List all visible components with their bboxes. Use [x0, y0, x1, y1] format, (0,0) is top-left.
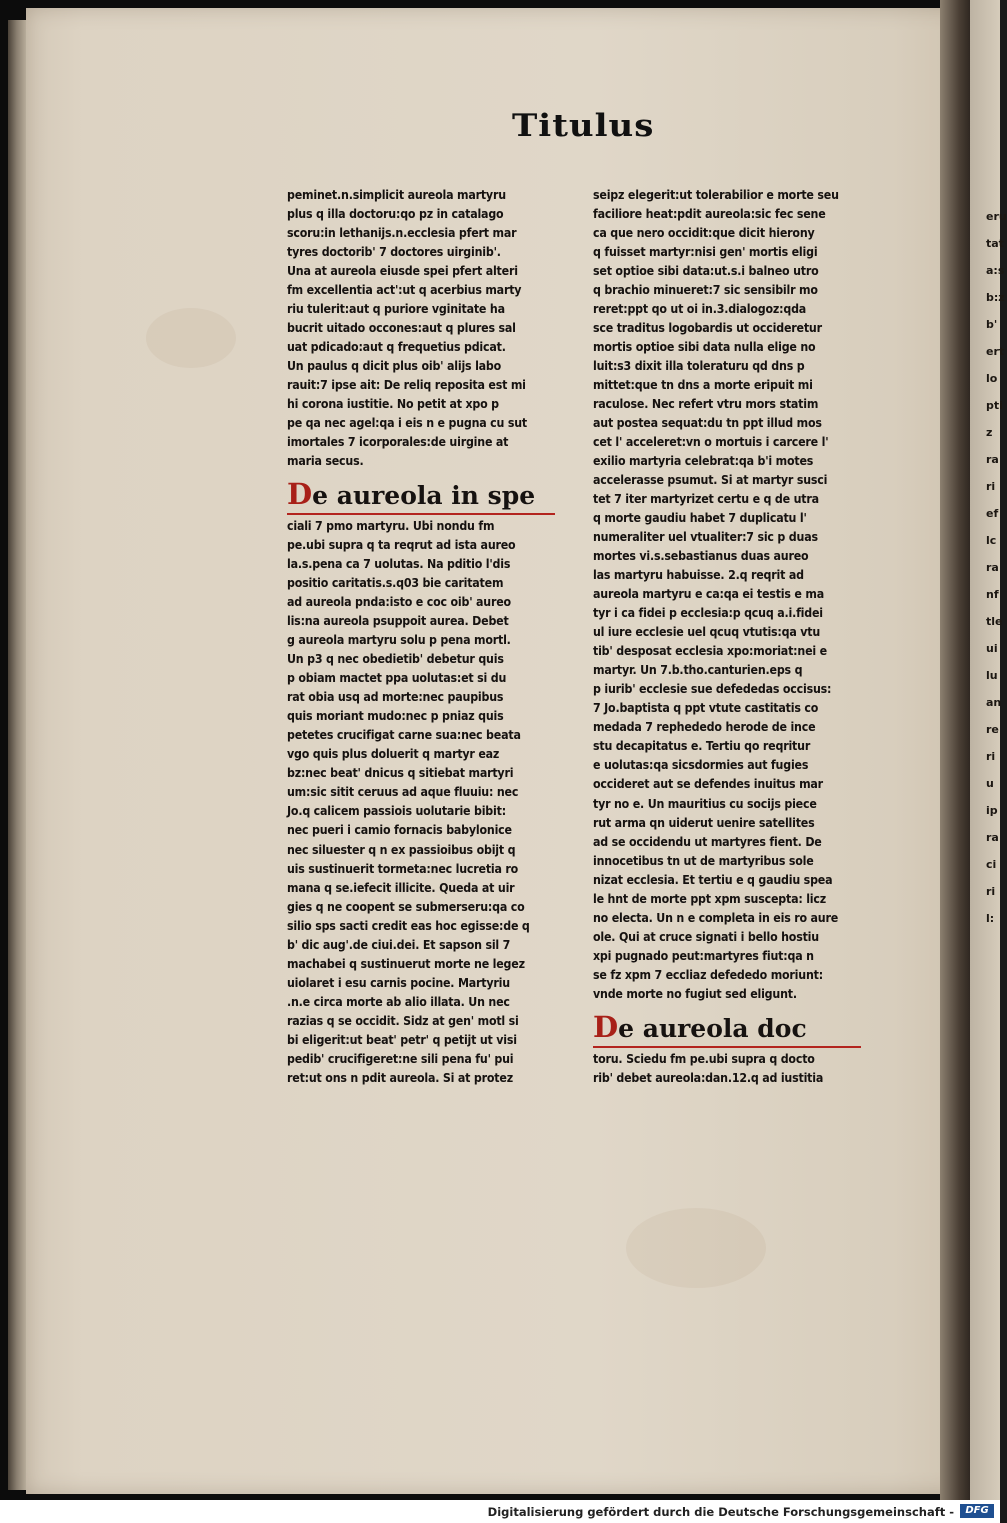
facing-page-text-fragment: lo [986, 372, 998, 385]
facing-page-text-fragment: ri [986, 480, 996, 493]
paper-stain [626, 1208, 766, 1288]
text-line: pedib' crucifigeret:ne sili pena fu' pui [287, 1051, 514, 1066]
text-line: accelerasse psumut. Si at martyr susci [593, 473, 828, 488]
text-line: exilio martyria celebrat:qa b'i motes [593, 454, 814, 469]
text-line: scoru:in lethanijs.n.ecclesia pfert mar [287, 226, 517, 241]
text-line: p obiam mactet ppa uolutas:et si du [287, 671, 507, 686]
facing-page-text-fragment: ri [986, 750, 996, 763]
text-line: rut arma qn uiderut uenire satellites [593, 815, 815, 830]
running-head: Titulus [512, 108, 655, 144]
facing-page-text-fragment: ci [986, 858, 997, 871]
text-line: .n.e circa morte ab alio illata. Un nec [287, 994, 510, 1009]
facing-page-text-fragment: b' [986, 318, 998, 331]
facing-page-text-fragment: eru [986, 210, 1007, 223]
text-line: mortis optioe sibi data nulla elige no [593, 340, 816, 355]
text-line: toru. Sciedu fm pe.ubi supra q docto [593, 1051, 815, 1066]
text-line: bucrit uitado occones:aut q plures sal [287, 321, 516, 336]
text-line: sce traditus logobardis ut occideretur [593, 321, 822, 336]
text-line: pe.ubi supra q ta reqrut ad ista aureo [287, 538, 516, 553]
text-line: seipz elegerit:ut tolerabilior e morte seu [593, 188, 839, 202]
paper-stain [146, 308, 236, 368]
text-line: mortes vi.s.sebastianus duas aureo [593, 549, 809, 564]
text-line: vnde morte no fugiut sed eligunt. [593, 986, 797, 1001]
rubricated-initial: D [287, 477, 313, 512]
text-line: riu tulerit:aut q puriore vginitate ha [287, 302, 505, 317]
text-line: e uolutas:qa sicsdormies aut fugies [593, 758, 809, 773]
text-line: p iurib' ecclesie sue defededas occisus: [593, 682, 832, 697]
facing-page-text-fragment: z [986, 426, 993, 439]
text-line: uat pdicado:aut q frequetius pdicat. [287, 340, 506, 355]
text-line: martyr. Un 7.b.tho.canturien.eps q [593, 663, 803, 678]
text-line: uiolaret i esu carnis pocine. Martyriu [287, 975, 510, 990]
text-line: ciali 7 pmo martyru. Ubi nondu fm [287, 519, 495, 534]
text-line: plus q illa doctoru:qo pz in catalago [287, 207, 504, 222]
facing-page-text-fragment: l: [986, 912, 995, 925]
facing-page-text-fragment: ri [986, 885, 996, 898]
text-line: raculose. Nec refert vtru mors statim [593, 397, 819, 412]
text-line: mana q se.iefecit illicite. Queda at uir [287, 880, 515, 895]
left-column-text-block [287, 186, 555, 471]
section-heading-right [593, 1008, 861, 1048]
text-line: lis:na aureola psuppoit aurea. Debet [287, 614, 509, 629]
text-line: g aureola martyru solu p pena mortl. [287, 633, 511, 648]
text-line: uis sustinuerit tormeta:nec lucretia ro [287, 861, 519, 876]
text-line: reret:ppt qo ut oi in.3.dialogoz:qda [593, 302, 807, 317]
facing-page-edge [970, 0, 1007, 1500]
text-line: machabei q sustinuerut morte ne legez [287, 956, 525, 971]
text-line: Un p3 q nec obedietib' debetur quis [287, 652, 504, 667]
text-line: positio caritatis.s.q03 bie caritatem [287, 576, 504, 591]
text-line: stu decapitatus e. Tertiu qo reqritur [593, 739, 811, 754]
text-line: cet l' acceleret:vn o mortuis i carcere l' [593, 435, 829, 450]
text-line: occideret aut se defendes inuitus mar [593, 777, 823, 792]
facing-page-text-fragment: ef [986, 507, 999, 520]
text-line: aut postea sequat:du tn ppt illud mos [593, 416, 822, 431]
facing-page-text-fragment: pti [986, 399, 1003, 412]
right-column-text-block [593, 1050, 861, 1088]
left-text-column [287, 186, 555, 1088]
text-line: Un paulus q dicit plus oib' alijs labo [287, 359, 502, 374]
text-line: bz:nec beat' dnicus q sitiebat martyri [287, 766, 514, 781]
digitization-footer [0, 1500, 1000, 1523]
text-line: le hnt de morte ppt xpm suscepta: licz [593, 891, 826, 906]
text-line: q fuisset martyr:nisi gen' mortis eligi [593, 245, 818, 260]
text-line: ole. Qui at cruce signati i bello hostiu [593, 929, 819, 944]
text-line: rat obia usq ad morte:nec paupibus [287, 690, 504, 705]
facing-page-text-fragment: lc [986, 534, 997, 547]
text-line: xpi pugnado peut:martyres fiut:qa n [593, 948, 814, 963]
heading-text: e aureola in spe [312, 481, 536, 511]
text-line: tyr i ca fidei p ecclesia:p qcuq a.i.fidei [593, 606, 823, 621]
text-line: tyres doctorib' 7 doctores uirginib'. [287, 245, 501, 260]
text-line: bi eligerit:ut beat' petr' q petijt ut visi [287, 1032, 517, 1047]
section-heading-left [287, 475, 555, 515]
text-line: pe qa nec agel:qa i eis n e pugna cu sut [287, 416, 528, 431]
right-text-column [593, 186, 861, 1088]
text-line: tyr no e. Un mauritius cu socijs piece [593, 796, 817, 811]
text-line: faciliore heat:pdit aureola:sic fec sene [593, 207, 826, 222]
left-column-text-block [287, 517, 555, 1087]
facing-page-text-fragment: ra [986, 561, 999, 574]
text-line: 7 Jo.baptista q ppt vtute castitatis co [593, 701, 819, 716]
text-line: ret:ut ons n pdit aureola. Si at protez [287, 1070, 513, 1085]
text-line: se fz xpm 7 eccliaz defededo moriunt: [593, 967, 823, 982]
text-line: gies q ne coopent se submerseru:qa co [287, 899, 525, 914]
text-line: nec pueri i camio fornacis babylonice [287, 823, 512, 838]
right-column-text-block [593, 186, 861, 1004]
facing-page-text-fragment: lu [986, 669, 998, 682]
text-line: ad se occidendu ut martyres fient. De [593, 834, 822, 849]
facing-page-text-fragment: nf [986, 588, 999, 601]
text-line: vgo quis plus doluerit q martyr eaz [287, 747, 500, 762]
rubricated-initial: D [593, 1009, 619, 1044]
text-line: nizat ecclesia. Et tertiu e q gaudiu spea [593, 872, 833, 887]
text-line: quis moriant mudo:nec p pniaz quis [287, 709, 504, 724]
text-line: ca que nero occidit:que dicit hierony [593, 226, 815, 241]
text-line: ad aureola pnda:isto e coc oib' aureo [287, 595, 511, 610]
text-line: nec siluester q n ex passioibus obijt q [287, 842, 516, 857]
text-line: imortales 7 icorporales:de uirgine at [287, 435, 509, 450]
heading-text: e aureola doc [618, 1013, 807, 1043]
text-line: medada 7 rephededo herode de ince [593, 720, 816, 735]
text-line: q brachio minueret:7 sic sensibilr mo [593, 283, 818, 298]
text-line: tib' desposat ecclesia xpo:moriat:nei e [593, 644, 827, 659]
text-line: peminet.n.simplicit aureola martyru [287, 188, 506, 202]
text-line: no electa. Un n e completa in eis ro aure [593, 910, 839, 925]
facing-page-text-fragment: a:s [986, 264, 1005, 277]
text-line: q morte gaudiu habet 7 duplicatu l' [593, 511, 807, 526]
text-line: hi corona iustitie. No petit at xpo p [287, 397, 499, 412]
facing-page-text-fragment: ert [986, 345, 1005, 358]
text-line: um:sic sitit ceruus ad aque fluuiu: nec [287, 785, 519, 800]
text-line: Jo.q calicem passiois uolutarie bibit: [287, 804, 506, 819]
text-line: b' dic aug'.de ciui.dei. Et sapson sil 7 [287, 937, 511, 952]
facing-page-text-fragment: tat [986, 237, 1004, 250]
text-line: ul iure ecclesie uel qcuq vtutis:qa vtu [593, 625, 821, 640]
facing-page-text-fragment: tle [986, 615, 1003, 628]
facing-page-text-fragment: ui [986, 642, 998, 655]
funding-credit: Digitalisierung gefördert durch die Deutsche Forschungsgemeinschaft - [487, 1505, 954, 1519]
text-line: fm excellentia act':ut q acerbius marty [287, 283, 522, 298]
text-line: numeraliter uel vtualiter:7 sic p duas [593, 530, 818, 545]
facing-page-text-fragment: ip [986, 804, 998, 817]
text-line: Una at aureola eiusde spei pfert alteri [287, 264, 518, 279]
dfg-logo: DFG [960, 1504, 994, 1518]
text-line: petetes crucifigat carne sua:nec beata [287, 728, 521, 743]
text-line: rauit:7 ipse ait: De reliq reposita est mi [287, 378, 526, 393]
facing-page-text-fragment: re [986, 723, 999, 736]
facing-page-text-fragment: an [986, 696, 1002, 709]
text-line: rib' debet aureola:dan.12.q ad iustitia [593, 1070, 824, 1085]
text-line: mittet:que tn dns a morte eripuit mi [593, 378, 813, 393]
text-line: razias q se occidit. Sidz at gen' motl si [287, 1013, 519, 1028]
facing-page-text-fragment: b:z [986, 291, 1005, 304]
text-line: maria secus. [287, 454, 364, 469]
facing-page-text-fragment: u [986, 777, 994, 790]
facing-page-text-fragment: ra [986, 831, 999, 844]
text-line: aureola martyru e ca:qa ei testis e ma [593, 587, 824, 602]
book-gutter [940, 0, 972, 1500]
facing-page-text-fragment: ra [986, 453, 999, 466]
text-line: silio sps sacti credit eas hoc egisse:de q [287, 918, 530, 933]
text-line: las martyru habuisse. 2.q reqrit ad [593, 568, 804, 583]
text-line: tet 7 iter martyrizet certu e q de utra [593, 492, 819, 507]
text-line: innocetibus tn ut de martyribus sole [593, 853, 814, 868]
text-line: set optioe sibi data:ut.s.i balneo utro [593, 264, 819, 279]
text-line: la.s.pena ca 7 uolutas. Na pditio l'dis [287, 557, 511, 572]
text-line: luit:s3 dixit illa toleraturu qd dns p [593, 359, 805, 374]
